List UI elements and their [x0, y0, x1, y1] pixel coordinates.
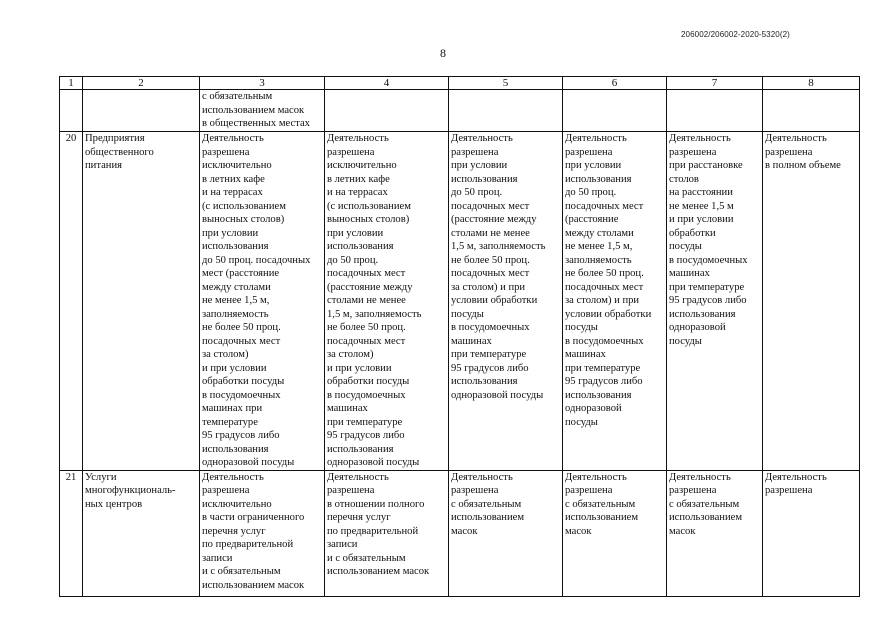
continuation-row — [60, 90, 860, 132]
page-number: 8 — [440, 46, 446, 60]
regulation-table — [59, 76, 860, 597]
row-category: Предприятия общественного питания — [83, 132, 200, 471]
table-cell: Деятельность разрешена при условии использования до 50 проц. посадочных мест (расстояние между столами не менее 1,5 м, заполняемость не более 50 проц. посадочных мест за столом) и при условии обработки посуды в посудомоечных машинах при температуре 95 градусов либо использования одноразовой посуды — [449, 132, 563, 471]
table-cell: Деятельность разрешена с обязательным использованием масок — [563, 470, 667, 596]
table-cell — [667, 90, 763, 132]
table-row-20 — [60, 132, 860, 471]
column-number-header — [60, 77, 860, 90]
column-header: 6 — [563, 77, 667, 90]
table-row-21 — [60, 470, 860, 596]
table-cell: Деятельность разрешена исключительно в летних кафе и на террасах (с использованием выносных столов) при условии использования до 50 проц. посадочных мест (расстояние между столами не менее 1,5 м, заполняемость не более 50 проц. посадочных мест за столом) и при условии обработки посуды в посудомоечных машинах при температуре 95 градусов либо использования одноразовой посуды — [200, 132, 325, 471]
column-header: 1 — [60, 77, 83, 90]
table-cell — [83, 90, 200, 132]
table-cell: Деятельность разрешена исключительно в летних кафе и на террасах (с использованием выносных столов) при условии использования до 50 проц. посадочных мест (расстояние между столами не менее 1,5 м, заполняемость не более 50 проц. посадочных мест за столом) и при условии обработки посуды в посудомоечных машинах при температуре 95 градусов либо использования одноразовой посуды — [325, 132, 449, 471]
column-header: 5 — [449, 77, 563, 90]
table-cell — [449, 90, 563, 132]
table-cell: Деятельность разрешена в полном объеме — [763, 132, 860, 471]
table-cell: Деятельность разрешена при условии использования до 50 проц. посадочных мест (расстояние между столами не менее 1,5 м, заполняемость не более 50 проц. посадочных мест за столом) и при условии обработки посуды в посудомоечных машинах при температуре 95 градусов либо использования одноразовой посуды — [563, 132, 667, 471]
table-cell — [763, 90, 860, 132]
table-cell: Деятельность разрешена исключительно в части ограниченного перечня услуг по предварительной записи и с обязательным использованием масок — [200, 470, 325, 596]
table-cell: Деятельность разрешена с обязательным использованием масок — [667, 470, 763, 596]
table-cell: Деятельность разрешена с обязательным использованием масок — [449, 470, 563, 596]
column-header: 7 — [667, 77, 763, 90]
column-header: 8 — [763, 77, 860, 90]
table-cell — [563, 90, 667, 132]
table-cell — [60, 90, 83, 132]
column-header: 2 — [83, 77, 200, 90]
document-id: 206002/206002-2020-5320(2) — [681, 30, 790, 39]
column-header: 3 — [200, 77, 325, 90]
column-header: 4 — [325, 77, 449, 90]
table-cell — [325, 90, 449, 132]
table-cell: Деятельность разрешена в отношении полного перечня услуг по предварительной записи и с обязательным использованием масок — [325, 470, 449, 596]
table-cell: Деятельность разрешена при расстановке столов на расстоянии не менее 1,5 м и при условии обработки посуды в посудомоечных машинах при температуре 95 градусов либо использования одноразовой посуды — [667, 132, 763, 471]
row-category: Услуги многофункциональ- ных центров — [83, 470, 200, 596]
table-cell: Деятельность разрешена — [763, 470, 860, 596]
row-number: 20 — [60, 132, 83, 471]
row-number: 21 — [60, 470, 83, 596]
table-cell: с обязательным использованием масок в общественных местах — [200, 90, 325, 132]
